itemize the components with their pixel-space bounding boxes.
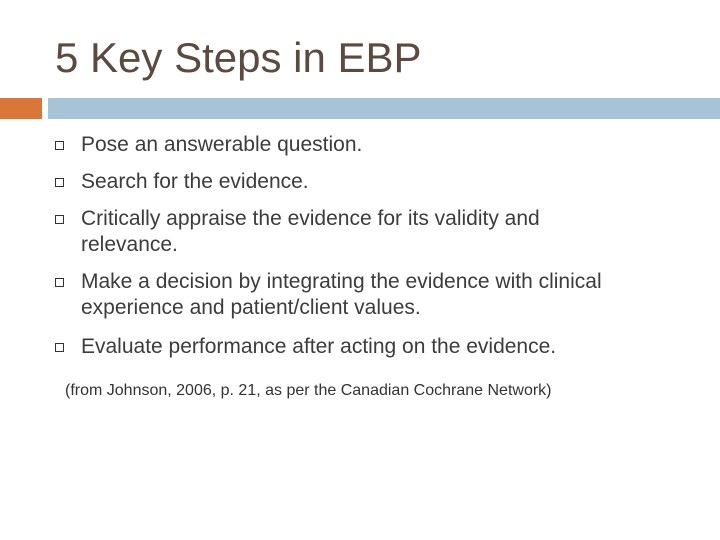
bullet-text: Pose an answerable question. xyxy=(81,133,363,156)
square-bullet-icon xyxy=(55,141,64,150)
bullet-text: Evaluate performance after acting on the evidence. xyxy=(81,335,557,358)
square-bullet-icon xyxy=(55,343,64,352)
citation-text: (from Johnson, 2006, p. 21, as per the Canadian Cochrane Network) xyxy=(65,382,552,399)
square-bullet-icon xyxy=(55,278,64,287)
bullet-text: Critically appraise the evidence for its validity and relevance. xyxy=(81,207,540,256)
square-bullet-icon xyxy=(55,215,64,224)
square-bullet-icon xyxy=(55,178,64,187)
bullet-text: Search for the evidence. xyxy=(81,170,309,193)
bullet-text: Make a decision by integrating the evidence with clinical experience and patient/client values. xyxy=(81,270,602,319)
slide-title: 5 Key Steps in EBP xyxy=(55,34,422,81)
